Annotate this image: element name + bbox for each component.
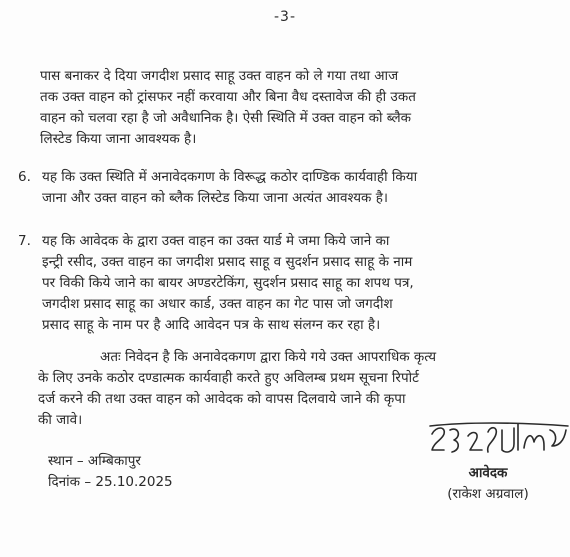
point-7-number: 7. (18, 233, 31, 249)
applicant-name: (राकेश अग्रवाल) (447, 486, 529, 502)
prayer-paragraph (38, 347, 558, 431)
paragraph-line: यह कि आवेदक के द्वारा उक्त वाहन का उक्त यार्ड मे जमा किये जाने का (42, 233, 390, 249)
paragraph-line: की जावे। (38, 412, 83, 428)
paragraph-line: पर विकी किये जाने का बायर अण्डरटेकिंग, सुदर्शन प्रसाद साहू का शपथ पत्र, (42, 275, 414, 291)
paragraph-line: इन्ट्री रसीद, उक्त वाहन का जगदीश प्रसाद साहू व सुदर्शन प्रसाद साहू के नाम (42, 254, 413, 270)
paragraph-line: के लिए उनके कठोर दण्डात्मक कार्यवाही करते हुए अविलम्ब प्रथम सूचना रिपोर्ट (38, 370, 419, 386)
paragraph-line: यह कि उक्त स्थिति में अनावेदकगण के विरूद्ध कठोर दाण्डिक कार्यवाही किया (42, 169, 418, 185)
paragraph-line: तक उक्त वाहन को ट्रांसफर नहीं करवाया और बिना वैध दस्तावेज की ही उकत (40, 89, 416, 105)
paragraph-line: लिस्टेड किया जाना आवश्यक है। (40, 131, 197, 147)
place-line: स्थान – अम्बिकापुर (48, 453, 141, 469)
paragraph-line: पास बनाकर दे दिया जगदीश प्रसाद साहू उक्त वाहन को ले गया तथा आज (40, 68, 399, 84)
page-number: -3- (273, 9, 296, 25)
point-6-number: 6. (18, 169, 31, 185)
applicant-label: आवेदक (468, 465, 508, 481)
continuation-paragraph (40, 66, 560, 150)
paragraph-line: वाहन को चलवा रहा है जो अवैधानिक है। ऐसी स्थिति में उक्त वाहन को ब्लैक (40, 110, 411, 126)
point-7-paragraph (42, 231, 562, 336)
paragraph-line: प्रसाद साहू के नाम पर है आदि आवेदन पत्र के साथ संलग्न कर रहा है। (42, 317, 381, 333)
paragraph-line: अतः निवेदन है कि अनावेदकगण द्वारा किये गये उक्त आपराधिक कृत्य (100, 349, 437, 365)
date-line: दिनांक – 25.10.2025 (48, 474, 173, 490)
paragraph-line: जाना और उक्त वाहन को ब्लैक लिस्टेड किया जाना अत्यंत आवश्यक है। (42, 190, 388, 206)
point-6-paragraph (42, 167, 562, 209)
paragraph-line: दर्ज करने की तथा उक्त वाहन को आवेदक को वापस दिलवाये जाने की कृपा (38, 391, 406, 407)
paragraph-line: जगदीश प्रसाद साहू का अधार कार्ड, उक्त वाहन का गेट पास जो जगदीश (42, 296, 393, 312)
handwritten-signature (426, 420, 570, 462)
